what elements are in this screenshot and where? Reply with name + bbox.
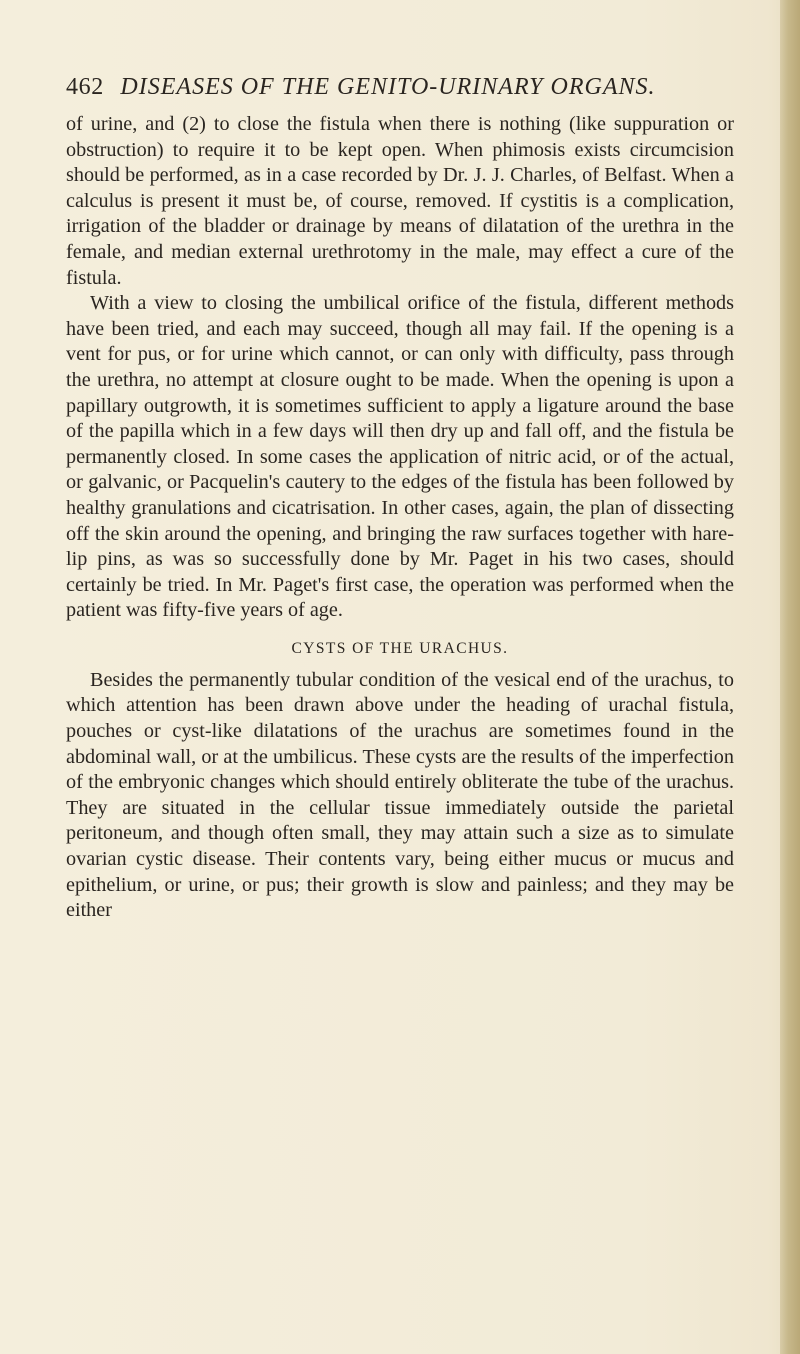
paragraph-continuation: of urine, and (2) to close the fistula when there is nothing (like suppuration or obstruction) to require it to be kept open. When phimosis exists circumcision should be performed, as in a case recorded by Dr. J. J. Charles, of Belfast. When a calculus is present it must be, of course, removed. If cystitis is a complication, irrigation of the bladder or drainage by means of dilatation of the urethra in the female, and median external urethrotomy in the male, may effect a cure of the fistula.: [66, 113, 734, 289]
page-header: [66, 74, 746, 101]
running-title: DISEASES OF THE GENITO-URINARY ORGANS.: [120, 74, 656, 100]
paragraph-cysts: Besides the permanently tubular condition of the vesical end of the urachus, to which attention has been drawn above under the heading of urachal fistula, pouches or cyst-like dilatations of the urachus are sometimes found in the abdominal wall, or at the umbilicus. These cysts are the results of the imperfection of the embryonic changes which should entirely obliterate the tube of the urachus. They are situated in the cellular tissue immediately outside the parietal peritoneum, and though often small, they may attain such a size as to simulate ovarian cystic disease. Their contents vary, being either mucus or mucus and epithelium, or urine, or pus; their growth is slow and painless; and they may be either: [66, 668, 734, 922]
paragraph-closing-methods: With a view to closing the umbilical orifice of the fistula, different methods have been tried, and each may succeed, though all may fail. If the opening is a vent for pus, or for urine which cannot, or can only with difficulty, pass through the urethra, no attempt at closure ought to be made. When the opening is upon a papillary outgrowth, it is sometimes sufficient to apply a ligature around the base of the papilla which in a few days will then dry up and fall off, and the fistula be permanently closed. In some cases the application of nitric acid, or of the actual, or galvanic, or Pacquelin's cautery to the edges of the fistula has been followed by healthy granulations and cicatrisation. In other cases, again, the plan of dissecting off the skin around the opening, and bringing the raw surfaces together with hare-lip pins, as was so successfully done by Mr. Paget in his two cases, should certainly be tried. In Mr. Paget's first case, the operation was performed when the patient was fifty-five years of age.: [66, 292, 734, 622]
page-number: 462: [66, 74, 104, 100]
body-text: [66, 112, 734, 924]
section-heading: CYSTS OF THE URACHUS.: [291, 639, 509, 657]
page-edge: [780, 0, 800, 1354]
